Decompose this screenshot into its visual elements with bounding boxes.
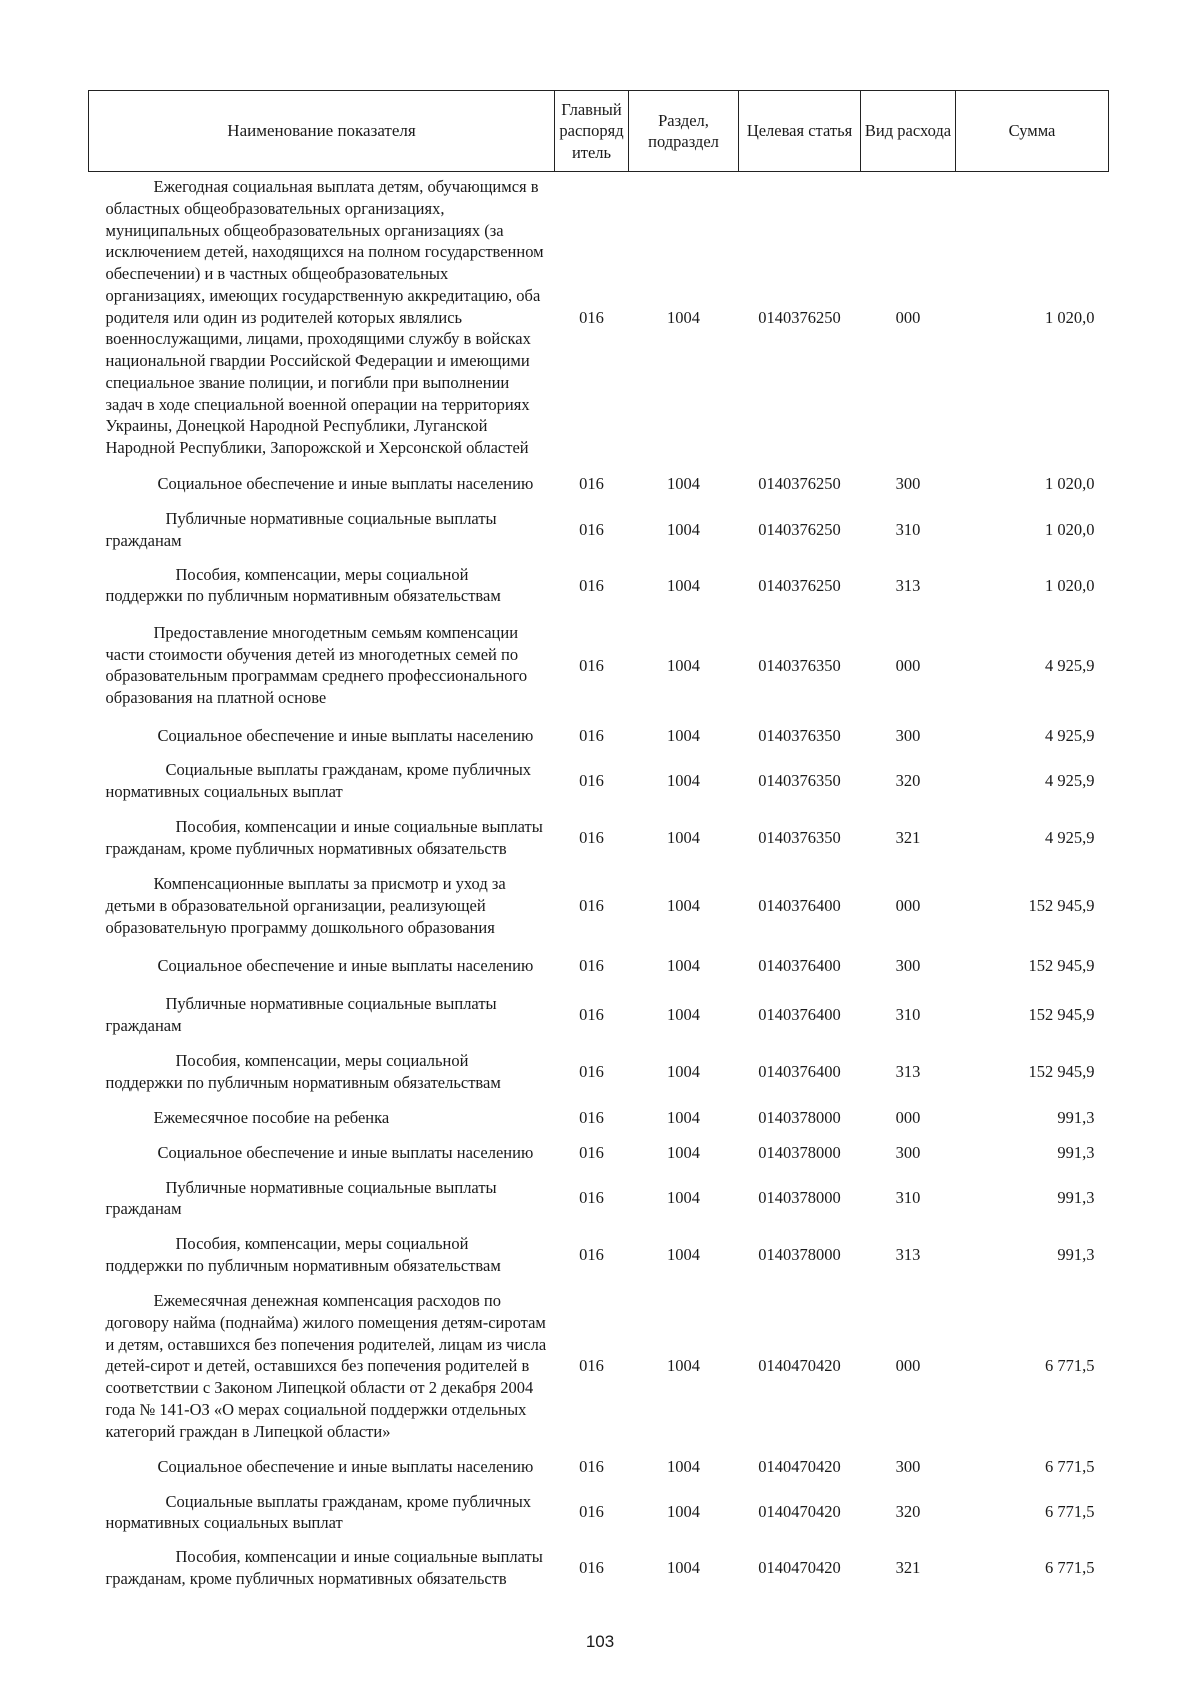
row-label: Ежегодная социальная выплата детям, обучающимся в областных общеобразовательных организациях, муниципальных общеобразовательных организациях (за исключением детей, находящихся на полном государственном обеспечении) и в частных общеобразовательных организациях, имеющих государственную аккредитацию, оба родителя или один из родителей которых являлись военнослужащими, лицами, проходящими службу в войсках национальной гвардии Российской Федерации и имеющими специальное звание полиции, и погибли при выполнении задач в ходе специальной военной операции на территориях Украины, Донецкой Народной Республики, Луганской Народной Республики, Запорожской и Херсонской областей [105,177,544,458]
cell-name [89,755,555,807]
row-label: Пособия, компенсации, меры социальной поддержки по публичным нормативным обязательствам [105,1051,501,1092]
header-name: Наименование показателя [89,91,555,172]
cell-summa: 991,3 [1057,1142,1095,1162]
cell-glavny: 016 [579,1558,604,1578]
row-label: Социальное обеспечение и иные выплаты населению [157,473,534,493]
cell-razdel: 1004 [667,1107,700,1127]
table-row [89,615,1109,715]
row-label: Пособия, компенсации, меры социальной поддержки по публичным нормативным обязательствам [105,564,501,606]
cell-razdel: 1004 [667,1061,700,1081]
cell-razdel: 1004 [667,955,700,975]
row-label: Пособия, компенсации и иные социальные выплаты гражданам, кроме публичных нормативных обязательств [105,817,543,859]
row-label: Ежемесячная денежная компенсация расходов по договору найма (поднайма) жилого помещения детям-сиротам и детям, оставшихся без попечения родителей, лицам из числа детей-сирот и детей, оставшихся без попечения родителей в соответствии с Законом Липецкой области от 2 декабря 2004 года № 141-ОЗ «О мерах социальной поддержки отдельных категорий граждан в Липецкой области» [105,1291,547,1441]
table-row [89,755,1109,807]
cell-name [89,1487,555,1539]
table-row [89,504,1109,556]
row-label: Социальное обеспечение и иные выплаты населению [157,1456,534,1476]
cell-name [89,463,555,504]
cell-glavny: 016 [579,771,604,791]
cell-summa: 6 771,5 [1045,1502,1095,1522]
cell-name [89,555,555,615]
cell-razdel: 1004 [667,1558,700,1578]
header-celevaya: Целевая статья [739,91,861,172]
cell-summa: 4 925,9 [1045,655,1095,675]
cell-celevaya-statya: 0140376400 [758,955,841,975]
cell-glavny: 016 [579,1061,604,1081]
cell-celevaya-statya: 0140376350 [758,771,841,791]
cell-summa: 152 945,9 [1028,955,1095,975]
table-row [89,1487,1109,1539]
row-label: Социальное обеспечение и иные выплаты населению [157,1142,534,1162]
cell-celevaya-statya: 0140376400 [758,895,841,915]
cell-summa: 152 945,9 [1028,895,1095,915]
table-row [89,1133,1109,1173]
cell-summa: 991,3 [1057,1107,1095,1127]
cell-vid-rashoda: 313 [895,1061,921,1081]
row-label: Социальное обеспечение и иные выплаты населению [157,725,534,745]
cell-name [89,1447,555,1487]
cell-vid-rashoda: 000 [895,895,921,915]
table-body [89,172,1109,1599]
table-row [89,1224,1109,1286]
cell-summa: 6 771,5 [1045,1456,1095,1476]
cell-glavny: 016 [579,1356,604,1376]
table-row [89,869,1109,942]
cell-glavny: 016 [579,1107,604,1127]
row-label: Публичные нормативные социальные выплаты гражданам [105,1177,497,1219]
cell-glavny: 016 [579,1502,604,1522]
cell-summa: 152 945,9 [1028,1005,1095,1025]
cell-celevaya-statya: 0140470420 [758,1456,841,1476]
cell-vid-rashoda: 300 [895,1456,921,1476]
cell-summa: 1 020,0 [1045,519,1095,539]
cell-glavny: 016 [579,895,604,915]
cell-summa: 6 771,5 [1045,1558,1095,1578]
cell-name [89,615,555,715]
cell-name [89,1286,555,1446]
row-label: Публичные нормативные социальные выплаты гражданам [105,994,497,1036]
cell-vid-rashoda: 300 [895,473,921,493]
table-row [89,807,1109,869]
table-row [89,1173,1109,1225]
cell-summa: 1 020,0 [1045,307,1095,327]
cell-celevaya-statya: 0140376250 [758,575,841,595]
table-row [89,172,1109,463]
cell-vid-rashoda: 000 [895,307,921,327]
cell-name [89,1133,555,1173]
cell-razdel: 1004 [667,771,700,791]
row-label: Пособия, компенсации, меры социальной поддержки по публичным нормативным обязательствам [105,1234,501,1276]
cell-name [89,1538,555,1598]
table-row [89,1538,1109,1598]
cell-summa: 4 925,9 [1045,828,1095,848]
cell-vid-rashoda: 310 [895,1188,921,1208]
cell-celevaya-statya: 0140378000 [758,1142,841,1162]
cell-razdel: 1004 [667,1245,700,1265]
cell-glavny: 016 [579,1245,604,1265]
cell-name [89,942,555,989]
cell-celevaya-statya: 0140376350 [758,655,841,675]
row-label: Компенсационные выплаты за присмотр и уход за детьми в образовательной организации, реализующей образовательную программу дошкольного образования [105,874,506,937]
cell-celevaya-statya: 0140376400 [758,1005,841,1025]
cell-glavny: 016 [579,519,604,539]
cell-glavny: 016 [579,307,604,327]
header-glavny: Главный распоряд итель [555,91,629,172]
cell-summa: 152 945,9 [1028,1061,1095,1081]
cell-name [89,504,555,556]
cell-celevaya-statya: 0140378000 [758,1245,841,1265]
cell-name [89,1224,555,1286]
cell-celevaya-statya: 0140376250 [758,307,841,327]
cell-summa: 4 925,9 [1045,725,1095,745]
cell-name [89,1173,555,1225]
cell-vid-rashoda: 300 [895,1142,921,1162]
cell-razdel: 1004 [667,1456,700,1476]
cell-glavny: 016 [579,1005,604,1025]
cell-vid-rashoda: 320 [895,771,921,791]
cell-glavny: 016 [579,655,604,675]
cell-celevaya-statya: 0140470420 [758,1558,841,1578]
cell-razdel: 1004 [667,575,700,595]
cell-vid-rashoda: 000 [895,1107,921,1127]
cell-vid-rashoda: 313 [895,1245,921,1265]
cell-name [89,807,555,869]
cell-celevaya-statya: 0140376400 [758,1061,841,1081]
cell-name [89,1103,555,1133]
cell-razdel: 1004 [667,1502,700,1522]
cell-name [89,715,555,755]
cell-razdel: 1004 [667,725,700,745]
cell-razdel: 1004 [667,519,700,539]
cell-summa: 1 020,0 [1045,473,1095,493]
row-label: Социальное обеспечение и иные выплаты населению [157,955,534,975]
cell-celevaya-statya: 0140378000 [758,1188,841,1208]
cell-vid-rashoda: 321 [895,1558,921,1578]
row-label: Социальные выплаты гражданам, кроме публичных нормативных социальных выплат [105,1491,532,1533]
cell-vid-rashoda: 313 [895,575,921,595]
cell-summa: 991,3 [1057,1245,1095,1265]
cell-celevaya-statya: 0140376250 [758,519,841,539]
cell-celevaya-statya: 0140470420 [758,1502,841,1522]
row-label: Ежемесячное пособие на ребенка [153,1107,390,1127]
cell-vid-rashoda: 000 [895,1356,921,1376]
cell-celevaya-statya: 0140376350 [758,725,841,745]
table-header [89,91,1109,172]
cell-razdel: 1004 [667,1188,700,1208]
cell-celevaya-statya: 0140376250 [758,473,841,493]
cell-name [89,869,555,942]
cell-glavny: 016 [579,828,604,848]
table-row [89,989,1109,1041]
cell-vid-rashoda: 300 [895,725,921,745]
cell-vid-rashoda: 000 [895,655,921,675]
page-number: 103 [585,1632,615,1651]
budget-table [88,90,1109,1598]
cell-summa: 1 020,0 [1045,575,1095,595]
cell-summa: 6 771,5 [1045,1356,1095,1376]
cell-razdel: 1004 [667,655,700,675]
cell-celevaya-statya: 0140470420 [758,1356,841,1376]
table-row [89,1041,1109,1103]
cell-name [89,1041,555,1103]
cell-summa: 4 925,9 [1045,771,1095,791]
row-label: Социальные выплаты гражданам, кроме публичных нормативных социальных выплат [105,760,532,802]
cell-vid-rashoda: 310 [895,519,921,539]
cell-glavny: 016 [579,1142,604,1162]
cell-celevaya-statya: 0140376350 [758,828,841,848]
header-summa: Сумма [956,91,1109,172]
cell-glavny: 016 [579,1456,604,1476]
cell-razdel: 1004 [667,1142,700,1162]
cell-glavny: 016 [579,1188,604,1208]
cell-glavny: 016 [579,473,604,493]
cell-vid-rashoda: 310 [895,1005,921,1025]
table-row [89,555,1109,615]
row-label: Предоставление многодетным семьям компенсации части стоимости обучения детей из многодетных семей по образовательным программам среднего профессионального образования на платной основе [105,622,528,708]
cell-razdel: 1004 [667,1005,700,1025]
table-row [89,942,1109,989]
cell-razdel: 1004 [667,473,700,493]
cell-razdel: 1004 [667,307,700,327]
cell-razdel: 1004 [667,1356,700,1376]
cell-glavny: 016 [579,955,604,975]
cell-name [89,172,555,463]
cell-glavny: 016 [579,725,604,745]
cell-glavny: 016 [579,575,604,595]
table-row [89,1286,1109,1446]
table-row [89,1103,1109,1133]
table-row [89,463,1109,504]
cell-summa: 991,3 [1057,1188,1095,1208]
header-vid: Вид расхода [861,91,956,172]
cell-name [89,989,555,1041]
table-row [89,1447,1109,1487]
cell-celevaya-statya: 0140378000 [758,1107,841,1127]
cell-vid-rashoda: 321 [895,828,921,848]
cell-vid-rashoda: 300 [895,955,921,975]
row-label: Пособия, компенсации и иные социальные выплаты гражданам, кроме публичных нормативных обязательств [105,1547,543,1589]
header-razdel: Раздел, подраздел [629,91,739,172]
cell-vid-rashoda: 320 [895,1502,921,1522]
cell-razdel: 1004 [667,895,700,915]
row-label: Публичные нормативные социальные выплаты гражданам [105,508,497,550]
cell-razdel: 1004 [667,828,700,848]
table-row [89,715,1109,755]
